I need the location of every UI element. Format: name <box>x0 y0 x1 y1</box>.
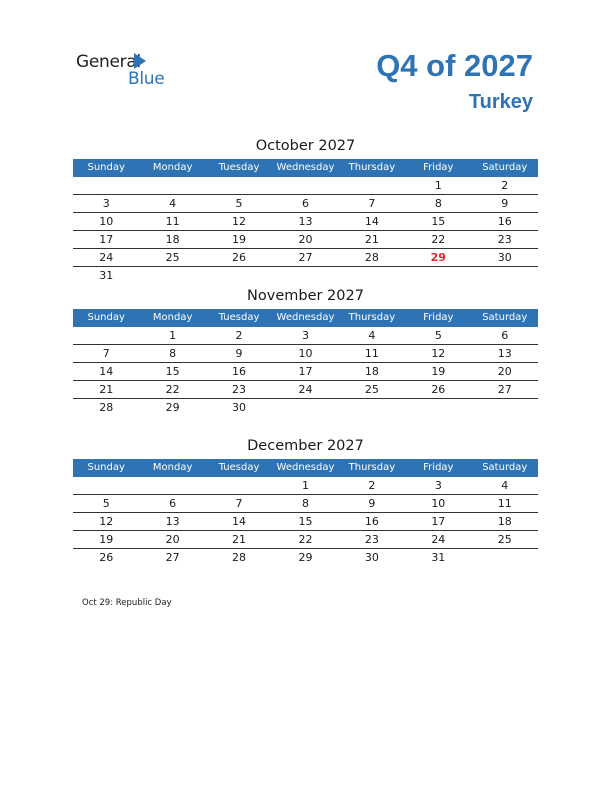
weekday-label: Friday <box>423 162 454 173</box>
weekday-label: Tuesday <box>218 312 260 323</box>
week-row <box>73 363 538 381</box>
month-title: November 2027 <box>247 288 364 304</box>
day-cell: 4 <box>169 197 177 210</box>
day-cell: 29 <box>430 251 446 264</box>
logo-general-text: General <box>76 52 141 72</box>
weekday-label: Friday <box>423 462 454 473</box>
flag-icon <box>134 53 146 69</box>
day-cell: 17 <box>99 233 114 246</box>
weekday-label: Thursday <box>348 312 396 323</box>
day-cell: 20 <box>497 365 512 378</box>
day-cell: 25 <box>364 383 379 396</box>
day-cell: 11 <box>364 347 379 360</box>
day-cell: 29 <box>298 551 313 564</box>
day-cell: 4 <box>501 479 509 492</box>
day-cell <box>339 399 405 416</box>
week-row <box>73 495 538 513</box>
day-cell: 20 <box>298 233 313 246</box>
day-cell: 1 <box>434 179 442 192</box>
week-row <box>73 549 538 566</box>
week-row <box>73 213 538 231</box>
week-row <box>73 249 538 267</box>
day-cell: 14 <box>364 215 379 228</box>
brand-logo <box>76 52 176 92</box>
day-cell: 20 <box>165 533 180 546</box>
day-cell <box>472 549 538 566</box>
weekday-label: Monday <box>152 162 193 173</box>
day-cell: 27 <box>165 551 180 564</box>
day-cell <box>339 267 405 284</box>
week-row <box>73 231 538 249</box>
day-cell <box>405 267 471 284</box>
day-cell: 4 <box>368 329 376 342</box>
day-cell: 15 <box>165 365 180 378</box>
weekday-label: Wednesday <box>276 162 335 173</box>
country-name: Turkey <box>468 91 533 113</box>
week-row <box>73 399 538 416</box>
day-cell: 15 <box>431 215 446 228</box>
day-cell <box>472 399 538 416</box>
day-cell <box>206 477 272 494</box>
week-row <box>73 477 538 495</box>
weekday-label: Monday <box>152 312 193 323</box>
day-cell: 17 <box>298 365 313 378</box>
day-cell: 22 <box>298 533 313 546</box>
day-cell: 8 <box>434 197 442 210</box>
day-cell: 2 <box>235 329 243 342</box>
day-cell: 25 <box>497 533 512 546</box>
day-cell <box>339 177 405 194</box>
day-cell: 29 <box>165 401 180 414</box>
day-cell: 12 <box>232 215 247 228</box>
day-cell: 23 <box>497 233 512 246</box>
weekday-label: Sunday <box>87 312 125 323</box>
day-cell: 24 <box>99 251 114 264</box>
weekday-header <box>73 309 538 327</box>
day-cell: 8 <box>169 347 177 360</box>
weekday-header <box>73 159 538 177</box>
day-cell: 28 <box>364 251 379 264</box>
day-cell: 16 <box>364 515 379 528</box>
day-cell: 1 <box>301 479 309 492</box>
day-cell: 21 <box>99 383 114 396</box>
day-cell: 21 <box>232 533 247 546</box>
month-title: October 2027 <box>255 138 356 154</box>
day-cell: 6 <box>169 497 177 510</box>
week-row <box>73 327 538 345</box>
day-cell <box>73 327 139 344</box>
day-cell: 27 <box>497 383 512 396</box>
weekday-label: Sunday <box>87 162 125 173</box>
day-cell: 26 <box>431 383 446 396</box>
day-cell: 31 <box>431 551 446 564</box>
day-cell: 9 <box>235 347 243 360</box>
day-cell <box>73 477 139 494</box>
day-cell: 9 <box>501 197 509 210</box>
day-cell <box>206 267 272 284</box>
day-cell: 19 <box>232 233 247 246</box>
week-row <box>73 177 538 195</box>
day-cell: 31 <box>99 269 114 282</box>
weekday-label: Tuesday <box>218 462 260 473</box>
day-cell: 26 <box>99 551 114 564</box>
week-row <box>73 345 538 363</box>
day-cell: 23 <box>232 383 247 396</box>
weekday-label: Tuesday <box>218 162 260 173</box>
day-cell: 10 <box>431 497 446 510</box>
day-cell: 7 <box>368 197 376 210</box>
week-row <box>73 267 538 284</box>
day-cell: 22 <box>165 383 180 396</box>
weekday-label: Thursday <box>348 162 396 173</box>
day-cell: 12 <box>431 347 446 360</box>
day-cell: 10 <box>99 215 114 228</box>
day-cell <box>272 177 338 194</box>
day-cell: 11 <box>165 215 180 228</box>
day-cell <box>472 267 538 284</box>
day-cell: 19 <box>431 365 446 378</box>
day-cell: 5 <box>235 197 243 210</box>
day-cell <box>405 399 471 416</box>
day-cell: 2 <box>368 479 376 492</box>
day-cell: 18 <box>364 365 379 378</box>
day-cell: 18 <box>165 233 180 246</box>
day-cell <box>139 477 205 494</box>
day-cell: 9 <box>368 497 376 510</box>
day-cell: 16 <box>497 215 512 228</box>
day-cell: 16 <box>232 365 247 378</box>
day-cell <box>272 399 338 416</box>
day-cell <box>272 267 338 284</box>
day-cell: 15 <box>298 515 313 528</box>
day-cell: 12 <box>99 515 114 528</box>
day-cell <box>139 177 205 194</box>
day-cell: 5 <box>102 497 110 510</box>
day-cell: 21 <box>364 233 379 246</box>
day-cell: 18 <box>497 515 512 528</box>
day-cell: 27 <box>298 251 313 264</box>
day-cell: 26 <box>232 251 247 264</box>
day-cell: 7 <box>235 497 243 510</box>
day-cell: 13 <box>298 215 313 228</box>
day-cell: 30 <box>497 251 512 264</box>
month-october <box>73 137 538 284</box>
day-cell: 6 <box>301 197 309 210</box>
week-row <box>73 513 538 531</box>
day-cell: 13 <box>165 515 180 528</box>
day-cell: 6 <box>501 329 509 342</box>
day-cell: 28 <box>99 401 114 414</box>
weekday-label: Saturday <box>482 162 528 173</box>
day-cell: 17 <box>431 515 446 528</box>
month-title: December 2027 <box>247 438 364 454</box>
day-cell: 10 <box>298 347 313 360</box>
day-cell <box>139 267 205 284</box>
logo-blue-text: Blue <box>128 69 165 89</box>
month-december <box>73 437 538 566</box>
weekday-label: Saturday <box>482 462 528 473</box>
day-cell: 25 <box>165 251 180 264</box>
holiday-note: Oct 29: Republic Day <box>82 598 172 608</box>
weekday-label: Saturday <box>482 312 528 323</box>
week-row <box>73 195 538 213</box>
weekday-label: Monday <box>152 462 193 473</box>
day-cell: 2 <box>501 179 509 192</box>
day-cell: 24 <box>431 533 446 546</box>
day-cell: 3 <box>434 479 442 492</box>
week-row <box>73 531 538 549</box>
day-cell: 28 <box>232 551 247 564</box>
day-cell: 22 <box>431 233 446 246</box>
day-cell: 5 <box>434 329 442 342</box>
day-cell: 3 <box>102 197 110 210</box>
day-cell: 1 <box>169 329 177 342</box>
day-cell: 30 <box>232 401 247 414</box>
month-november <box>73 287 538 416</box>
weekday-header <box>73 459 538 477</box>
day-cell <box>73 177 139 194</box>
day-cell: 7 <box>102 347 110 360</box>
day-cell: 30 <box>364 551 379 564</box>
day-cell: 3 <box>301 329 309 342</box>
weekday-label: Sunday <box>87 462 125 473</box>
day-cell: 23 <box>364 533 379 546</box>
day-cell: 14 <box>99 365 114 378</box>
week-row <box>73 381 538 399</box>
day-cell: 24 <box>298 383 313 396</box>
day-cell <box>206 177 272 194</box>
page-title: Q4 of 2027 <box>376 48 533 83</box>
weekday-label: Thursday <box>348 462 396 473</box>
weekday-label: Wednesday <box>276 312 335 323</box>
day-cell: 8 <box>301 497 309 510</box>
weekday-label: Wednesday <box>276 462 335 473</box>
day-cell: 14 <box>232 515 247 528</box>
weekday-label: Friday <box>423 312 454 323</box>
day-cell: 11 <box>497 497 512 510</box>
day-cell: 19 <box>99 533 114 546</box>
day-cell: 13 <box>497 347 512 360</box>
holiday-notes <box>82 598 172 608</box>
